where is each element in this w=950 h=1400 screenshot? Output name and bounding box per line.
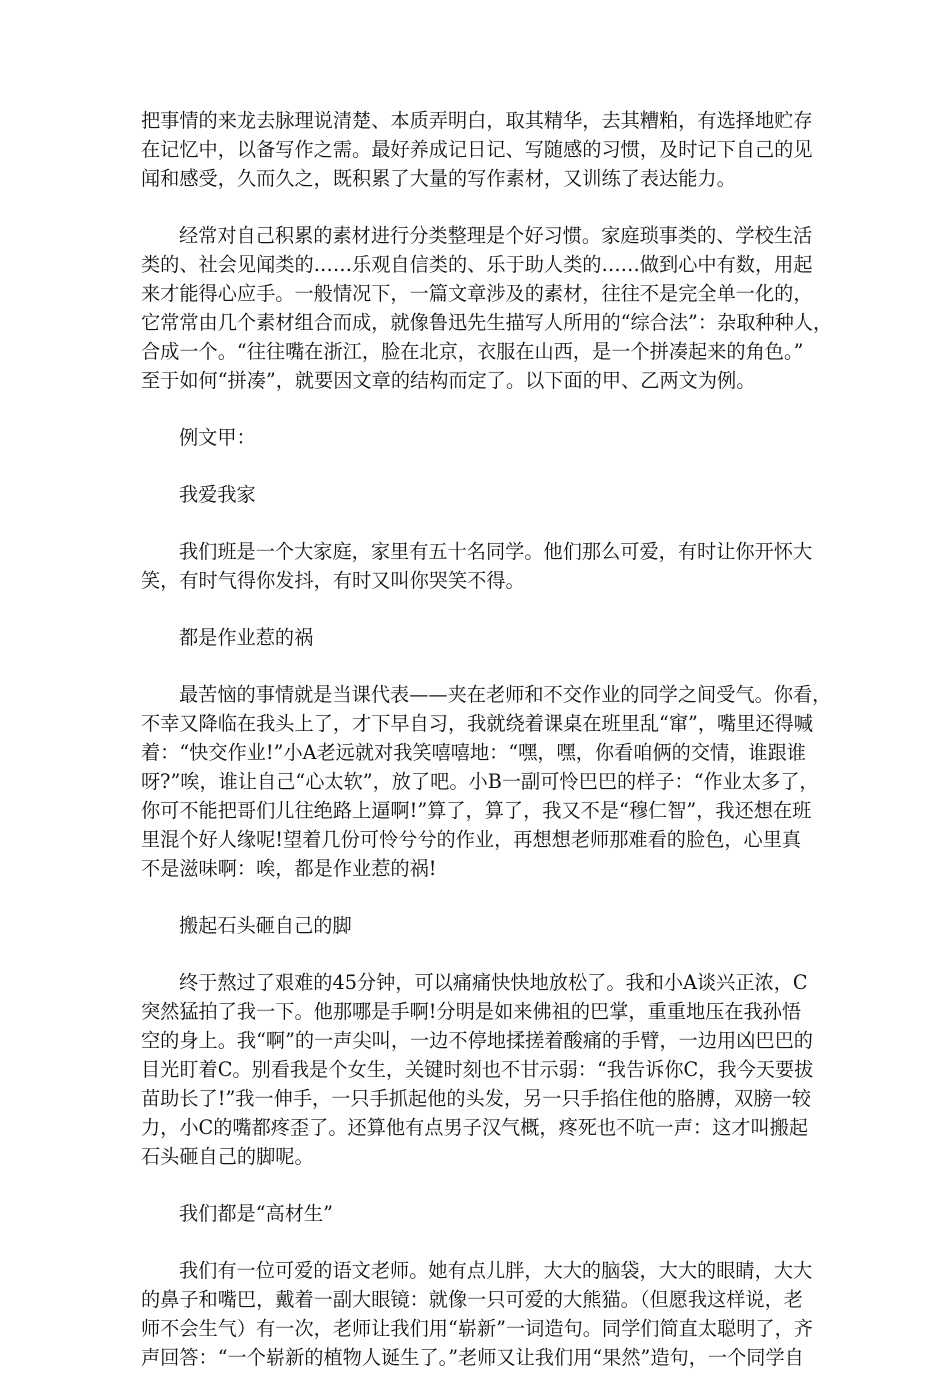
text-line: 在记忆中，以备写作之需。最好养成记日记、写随感的习惯，及时记下自己的见	[141, 138, 813, 161]
text-line: 我们有一位可爱的语文老师。她有点儿胖，大大的脑袋，大大的眼睛，大大	[179, 1259, 813, 1282]
text-line: 我们班是一个大家庭，家里有五十名同学。他们那么可爱，有时让你开怀大	[179, 540, 813, 563]
section-heading-students	[141, 1199, 813, 1228]
text-line: 里混个好人缘呢!望着几份可怜兮兮的作业，再想想老师那难看的脸色，心里真	[141, 828, 802, 851]
example-label	[141, 423, 813, 452]
text-line: 你可不能把哥们儿往绝路上逼啊!”算了，算了，我又不是“穆仁智”，我还想在班	[141, 799, 812, 822]
section-heading-homework	[141, 623, 813, 652]
text-line: 目光盯着C。别看我是个女生，关键时刻也不甘示弱：“我告诉你C，我今天要拔	[141, 1058, 814, 1081]
text-line: 闻和感受，久而久之，既积累了大量的写作素材，又训练了表达能力。	[141, 167, 736, 190]
text-line: 力，小C的嘴都疼歪了。还算他有点男子汉气概，疼死也不吭一声：这才叫搬起	[141, 1116, 809, 1139]
section-heading-stone	[141, 911, 813, 940]
paragraph-classification	[141, 221, 833, 395]
text-line: 苗助长了!”我一伸手，一只手抓起他的头发，另一只手掐住他的胳膊，双膀一较	[141, 1087, 811, 1110]
text-line: 都是作业惹的祸	[179, 626, 314, 649]
text-line: 呀?”唉，谁让自己“心太软”，放了吧。小B一副可怜巴巴的样子：“作业太多了，	[141, 770, 819, 793]
text-line: 类的、社会见闻类的……乐观自信类的、乐于助人类的……做到心中有数，用起	[141, 253, 813, 276]
text-line: 我们都是“高材生”	[179, 1202, 333, 1225]
text-line: 师不会生气）有一次，老师让我们用“崭新”一词造句。同学们简直太聪明了，齐	[141, 1317, 813, 1340]
paragraph-essay-intro	[141, 537, 813, 595]
text-line: 例文甲：	[179, 426, 256, 449]
text-line: 最苦恼的事情就是当课代表——夹在老师和不交作业的同学之间受气。你看，	[179, 683, 832, 706]
text-line: 声回答：“一个崭新的植物人诞生了。”老师又让我们用“果然”造句，一个同学自	[141, 1346, 804, 1369]
text-line: 我爱我家	[179, 483, 256, 506]
text-line: 石头砸自己的脚呢。	[141, 1145, 314, 1168]
paragraph-teacher	[141, 1256, 813, 1372]
text-line: 终于熬过了艰难的45分钟，可以痛痛快快地放松了。我和小A谈兴正浓，C	[179, 971, 808, 994]
document-body	[141, 106, 833, 1400]
text-line: 突然猛拍了我一下。他那哪是手啊!分明是如来佛祖的巴掌，重重地压在我孙悟	[141, 1000, 802, 1023]
text-line: 空的身上。我“啊”的一声尖叫，一边不停地揉搓着酸痛的手臂，一边用凶巴巴的	[141, 1029, 813, 1052]
text-line: 不是滋味啊：唉，都是作业惹的祸!	[141, 857, 437, 880]
text-line: 把事情的来龙去脉理说清楚、本质弄明白，取其精华，去其糟粕，有选择地贮存	[141, 109, 813, 132]
essay-title	[141, 480, 813, 509]
text-line: 不幸又降临在我头上了，才下早自习，我就绕着课桌在班里乱“窜”，嘴里还得喊	[141, 712, 813, 735]
text-line: 笑，有时气得你发抖，有时又叫你哭笑不得。	[141, 569, 525, 592]
text-line: 搬起石头砸自己的脚	[179, 914, 352, 937]
text-line: 来才能得心应手。一般情况下，一篇文章涉及的素材，往往不是完全单一化的，	[141, 282, 813, 305]
text-line: 经常对自己积累的素材进行分类整理是个好习惯。家庭琐事类的、学校生活	[179, 224, 813, 247]
text-line: 它常常由几个素材组合而成，就像鲁迅先生描写人所用的“综合法”：杂取种种人，	[141, 311, 833, 334]
paragraph-stone	[141, 968, 813, 1171]
paragraph-intro-continuation	[141, 106, 813, 193]
text-line: 至于如何“拼凑”，就要因文章的结构而定了。以下面的甲、乙两文为例。	[141, 369, 756, 392]
text-line: 合成一个。“往往嘴在浙江，脸在北京，衣服在山西，是一个拼凑起来的角色。”	[141, 340, 804, 363]
paragraph-homework	[141, 680, 832, 883]
text-line: 着：“快交作业!”小A老远就对我笑嘻嘻地：“嘿，嘿，你看咱俩的交情，谁跟谁	[141, 741, 806, 764]
text-line: 的鼻子和嘴巴，戴着一副大眼镜：就像一只可爱的大熊猫。（但愿我这样说，老	[141, 1288, 803, 1311]
